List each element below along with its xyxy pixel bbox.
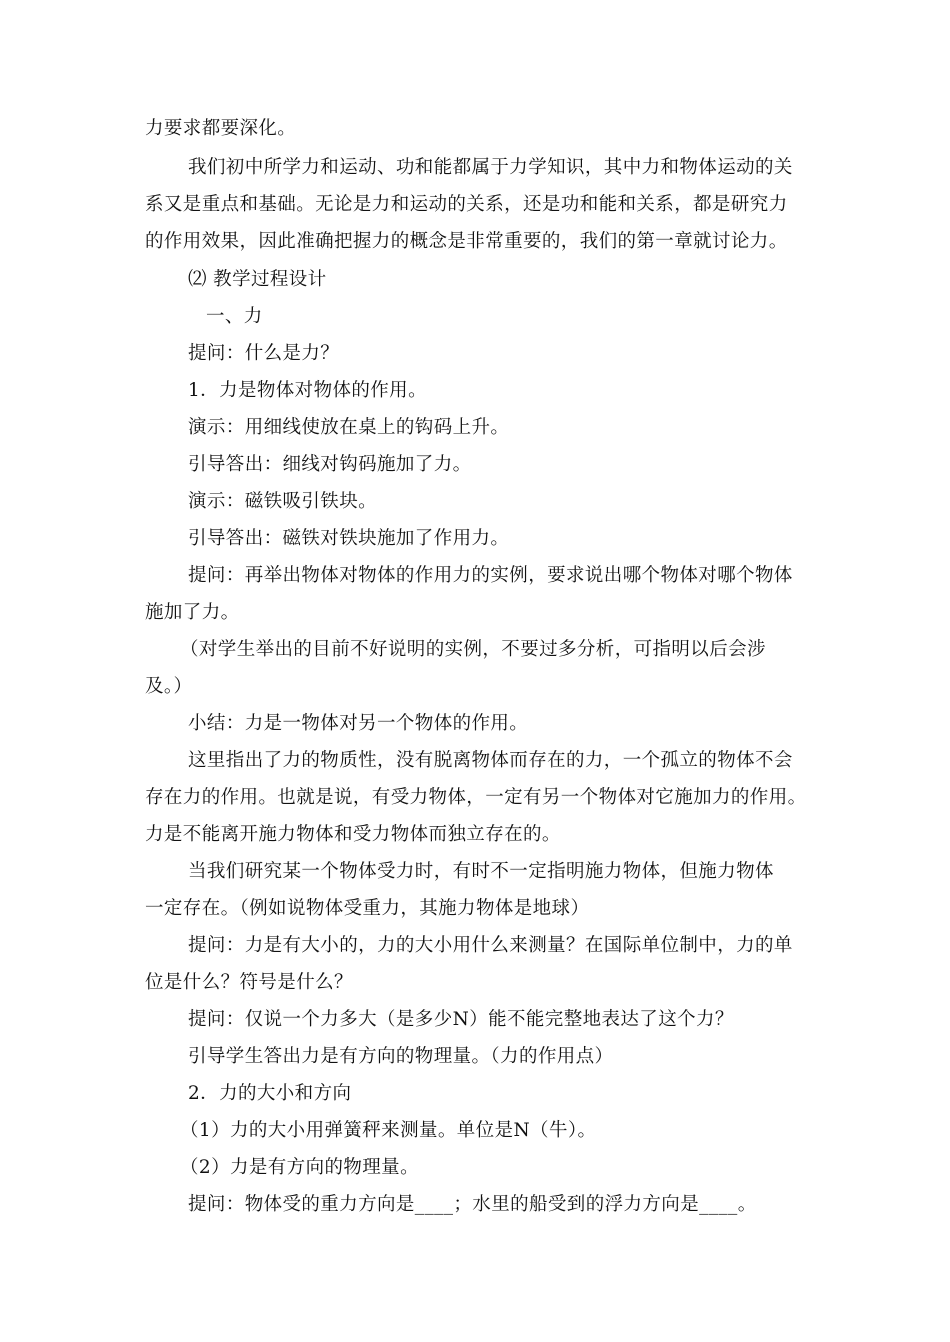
guide-line: 引导答出：磁铁对铁块施加了作用力。 (188, 528, 510, 549)
question-line: 提问：再举出物体对物体的作用力的实例，要求说出哪个物体对哪个物体 (188, 565, 793, 586)
demo-line: 演示：用细线使放在桌上的钩码上升。 (188, 417, 510, 438)
demo-line: 演示：磁铁吸引铁块。 (188, 491, 378, 512)
paragraph-line: 当我们研究某一个物体受力时，有时不一定指明施力物体，但施力物体 (188, 861, 774, 882)
guide-line: 引导答出：细线对钩码施加了力。 (188, 454, 472, 475)
subpoint-line: （2）力是有方向的物理量。 (180, 1157, 419, 1178)
subsection-heading: 一、力 (206, 306, 263, 327)
point-line: 1．力是物体对物体的作用。 (188, 380, 427, 401)
text-line: 力要求都要深化。 (145, 118, 297, 139)
paragraph-line: 这里指出了力的物质性，没有脱离物体而存在的力，一个孤立的物体不会 (188, 750, 793, 771)
guide-line: 引导学生答出力是有方向的物理量。（力的作用点） (188, 1046, 614, 1067)
paragraph-line: 我们初中所学力和运动、功和能都属于力学知识，其中力和物体运动的关 (188, 157, 793, 178)
question-line: 提问：仅说一个力多大（是多少N）能不能完整地表达了这个力？ (188, 1009, 734, 1030)
text-line: 位是什么？符号是什么？ (145, 972, 353, 993)
text-line: 力是不能离开施力物体和受力物体而独立存在的。 (145, 824, 561, 845)
summary-line: 小结：力是一物体对另一个物体的作用。 (188, 713, 529, 734)
point-line: 2．力的大小和方向 (188, 1083, 352, 1104)
text-line: 存在力的作用。也就是说，有受力物体，一定有另一个物体对它施加力的作用。 (145, 787, 807, 808)
text-line: 一定存在。（例如说物体受重力，其施力物体是地球） (145, 898, 590, 919)
note-line: （对学生举出的目前不好说明的实例，不要过多分析，可指明以后会涉 (180, 639, 766, 660)
text-line: 施加了力。 (145, 602, 240, 623)
question-line: 提问：什么是力？ (188, 343, 340, 364)
text-line: 及。） (145, 676, 193, 697)
subpoint-line: （1）力的大小用弹簧秤来测量。单位是N（牛）。 (180, 1120, 597, 1141)
section-heading: ⑵ 教学过程设计 (188, 269, 327, 290)
text-line: 系又是重点和基础。无论是力和运动的关系，还是功和能和关系，都是研究力 (145, 194, 788, 215)
question-line: 提问：力是有大小的，力的大小用什么来测量？在国际单位制中，力的单 (188, 935, 793, 956)
question-line: 提问：物体受的重力方向是____；水里的船受到的浮力方向是____。 (188, 1194, 757, 1215)
text-line: 的作用效果，因此准确把握力的概念是非常重要的，我们的第一章就讨论力。 (145, 231, 788, 252)
